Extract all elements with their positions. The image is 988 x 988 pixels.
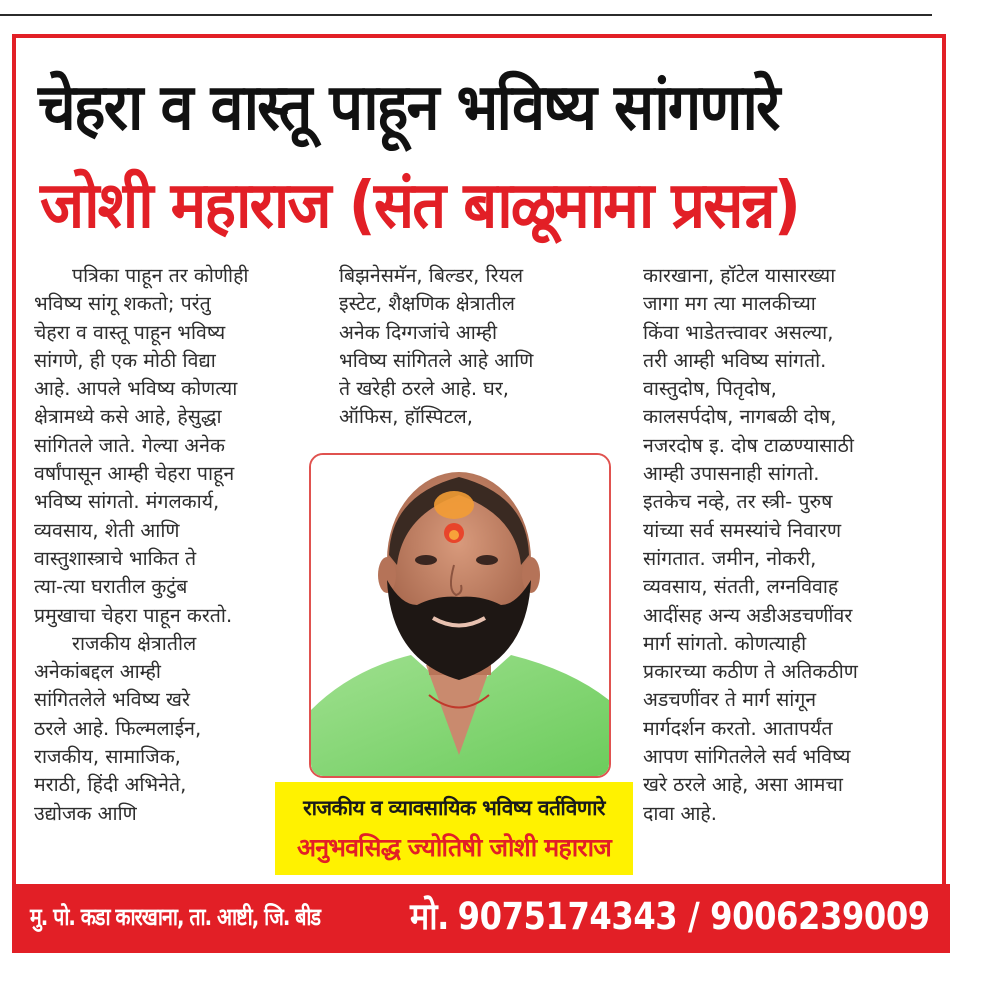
body-line: इतकेच नव्हे, तर स्त्री- पुरुष	[643, 490, 833, 514]
body-line: वर्षांपासून आम्ही चेहरा पाहून	[34, 462, 235, 486]
body-line: ठरले आहे. फिल्मलाईन,	[34, 716, 202, 740]
headline-line-1: चेहरा व वास्तू पाहून भविष्य सांगणारे	[38, 71, 779, 145]
body-line: मार्ग सांगतो. कोणत्याही	[643, 631, 807, 655]
body-line: खरे ठरले आहे, असा आमचा	[643, 773, 843, 797]
body-line: यांच्या सर्व समस्यांचे निवारण	[643, 518, 842, 542]
body-line: क्षेत्रामध्ये कसे आहे, हेसुद्धा	[34, 405, 222, 429]
caption-line-2: अनुभवसिद्ध ज्योतिषी जोशी महाराज	[296, 833, 612, 862]
body-line: नजरदोष इ. दोष टाळण्यासाठी	[643, 433, 854, 457]
body-line: प्रकारच्या कठीण ते अतिकठीण	[643, 660, 858, 684]
body-line: राजकीय क्षेत्रातील	[72, 631, 197, 655]
top-divider-rule	[0, 14, 932, 16]
body-column-2	[339, 262, 629, 432]
body-line: तरी आम्ही भविष्य सांगतो.	[643, 348, 827, 372]
body-line: कारखाना, हॉटेल यासारख्या	[643, 264, 836, 287]
body-line: भविष्य सांगू शकतो; परंतु	[34, 292, 211, 316]
body-line: व्यवसाय, संतती, लग्नविवाह	[643, 575, 839, 599]
body-line: आदींसह अन्य अडीअडचणींवर	[643, 603, 853, 627]
portrait-photo	[309, 453, 611, 778]
body-line: इस्टेट, शैक्षणिक क्षेत्रातील	[339, 292, 515, 316]
headline-line-2: जोशी महाराज (संत बाळूमामा प्रसन्न)	[40, 169, 800, 243]
caption-line-1: राजकीय व व्यावसायिक भविष्य वर्तविणारे	[303, 796, 605, 820]
footer-phone	[410, 884, 930, 953]
body-line: प्रमुखाचा चेहरा पाहून करतो.	[34, 603, 233, 627]
body-line: आपण सांगितलेले सर्व भविष्य	[643, 745, 851, 769]
body-line: व्यवसाय, शेती आणि	[34, 518, 180, 542]
mobile-label: मो.	[410, 895, 449, 938]
body-line: सांगणे, ही एक मोठी विद्या	[34, 348, 216, 372]
body-line: आहे. आपले भविष्य कोणत्या	[34, 377, 238, 401]
body-line: भविष्य सांगतो. मंगलकार्य,	[34, 490, 220, 514]
body-line: वास्तुशास्त्राचे भाकित ते	[34, 546, 197, 570]
body-line: सांगितले जाते. गेल्या अनेक	[34, 433, 225, 457]
body-line: भविष्य सांगितले आहे आणि	[339, 348, 534, 372]
caption-box	[275, 782, 633, 875]
body-line: राजकीय, सामाजिक,	[34, 745, 181, 769]
body-line: पत्रिका पाहून तर कोणीही	[72, 264, 249, 287]
body-line: ऑफिस, हॉस्पिटल,	[339, 405, 473, 429]
body-line: किंवा भाडेतत्त्वावर असल्या,	[643, 320, 834, 344]
body-line: कालसर्पदोष, नागबळी दोष,	[643, 405, 837, 429]
body-column-3	[643, 262, 933, 828]
body-line: बिझनेसमॅन, बिल्डर, रियल	[339, 264, 524, 287]
body-line: सांगितलेले भविष्य खरे	[34, 688, 190, 712]
portrait-illustration	[311, 455, 609, 776]
body-line: सांगतात. जमीन, नोकरी,	[643, 546, 817, 570]
body-line: वास्तुदोष, पितृदोष,	[643, 377, 777, 401]
body-line: आम्ही उपासनाही सांगतो.	[643, 462, 820, 486]
body-line: अनेकांबद्दल आम्ही	[34, 660, 161, 684]
body-column-1	[34, 262, 306, 828]
body-line: अनेक दिग्गजांचे आम्ही	[339, 320, 498, 344]
phone-numbers: 9075174343 / 9006239009	[457, 895, 930, 938]
body-line: जागा मग त्या मालकीच्या	[643, 292, 816, 316]
footer-address: मु. पो. कडा कारखाना, ता. आष्टी, जि. बीड	[30, 903, 321, 931]
body-line: त्या-त्या घरातील कुटुंब	[34, 575, 188, 599]
body-line: दावा आहे.	[643, 801, 717, 825]
body-line: चेहरा व वास्तू पाहून भविष्य	[34, 320, 226, 344]
contact-footer	[12, 884, 950, 953]
body-line: मार्गदर्शन करतो. आतापर्यंत	[643, 716, 833, 740]
body-line: मराठी, हिंदी अभिनेते,	[34, 773, 187, 797]
body-line: ते खरेही ठरले आहे. घर,	[339, 377, 509, 401]
body-line: उद्योजक आणि	[34, 801, 137, 825]
body-line: अडचणींवर ते मार्ग सांगून	[643, 688, 817, 712]
